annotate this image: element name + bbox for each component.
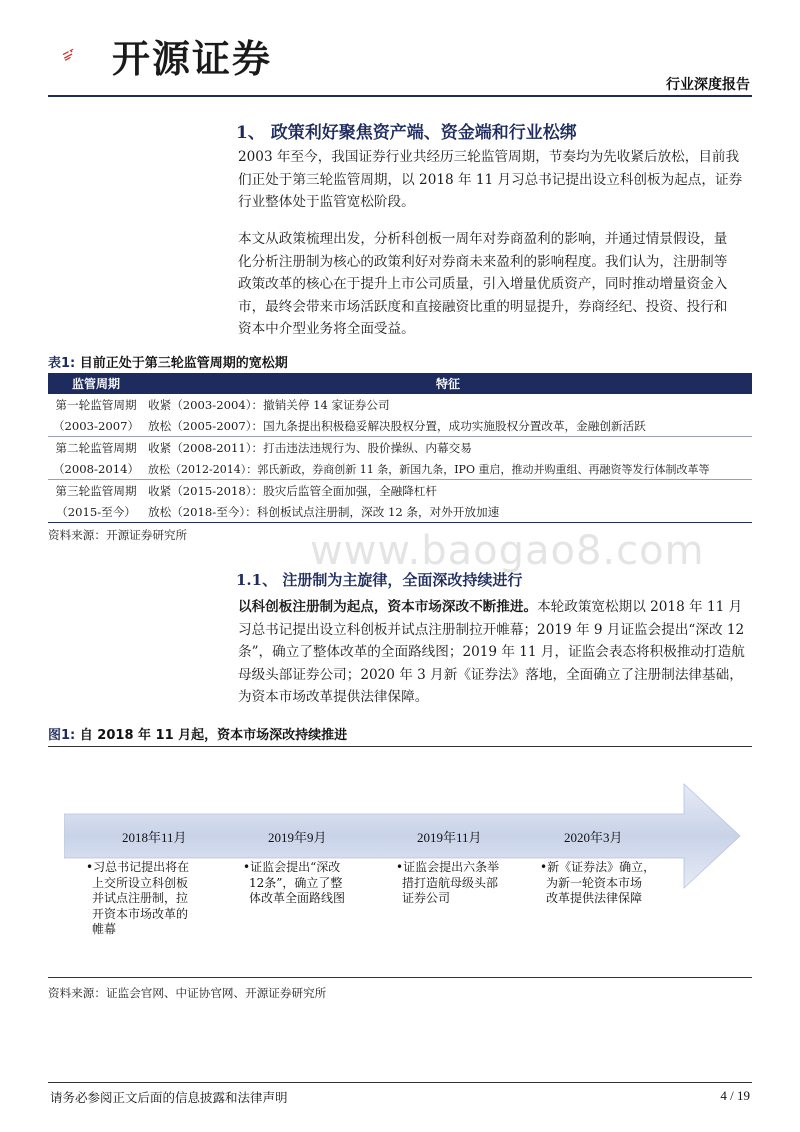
- table-caption-number: 表1:: [48, 356, 76, 371]
- section-heading: 1、 政策利好聚焦资产端、资金端和行业松绑: [236, 123, 577, 143]
- table-row: [48, 437, 752, 459]
- period-cell: 第二轮监管周期: [55, 440, 137, 455]
- paragraph-line: 政策改革的核心在于提升上市公司质量，引入增量优质资产，同时推动增量资金入: [238, 276, 728, 292]
- bullet-icon: •: [540, 860, 548, 874]
- timeline-note: [540, 860, 660, 907]
- note-line: 帷幕: [92, 922, 117, 936]
- table-row: [48, 480, 752, 502]
- note-line: 为新一轮资本市场: [546, 875, 643, 890]
- timeline-date: 2019年9月: [268, 830, 327, 845]
- watermark: www.baogao8.com: [310, 528, 705, 574]
- period-cell: （2015-至今）: [48, 501, 144, 523]
- timeline-note: [243, 860, 363, 907]
- subsection-paragraph: [238, 596, 752, 709]
- table-header-row: [48, 373, 752, 394]
- note-line: 开资本市场改革的: [92, 906, 189, 921]
- timeline-date: 2020年3月: [564, 830, 623, 845]
- feature-cell: 收紧（2008-2011）：打击违法违规行为、股价操纵、内幕交易: [148, 440, 472, 455]
- bullet-icon: •: [396, 860, 404, 874]
- feature-cell: 放松（2012-2014）：郭氏新政，券商创新 11 条，新国九条，IPO 重启，推动并购重组、再融资等发行体制改革等: [144, 458, 752, 480]
- table-caption-text: 目前正处于第三轮监管周期的宽松期: [79, 356, 288, 371]
- paragraph-line: 为资本市场改革提供法律保障。: [238, 689, 429, 705]
- subsection-heading: 1.1、 注册制为主旋律，全面深改持续进行: [236, 571, 523, 589]
- timeline-date: 2019年11月: [417, 830, 482, 845]
- header-divider: [48, 95, 752, 97]
- figure-top-divider: [48, 746, 752, 747]
- company-logo-text: 开源证券: [112, 37, 273, 81]
- note-line: •证监会提出“深改: [243, 860, 341, 874]
- figure-caption-text: 自 2018 年 11 月起，资本市场深改持续推进: [79, 728, 348, 743]
- feature-cell: 收紧（2015-2018）：股灾后监管全面加强，全融降杠杆: [148, 483, 438, 498]
- paragraph-line: 2003 年至今，我国证券行业共经历三轮监管周期，节奏均为先收紧后放松，目前我: [238, 149, 740, 165]
- note-line: •新《证券法》确立，: [540, 860, 656, 874]
- figure-caption-number: 图1:: [48, 728, 76, 743]
- period-cell: （2008-2014）: [48, 458, 144, 480]
- paragraph-line: 化分析注册制为核心的政策利好对券商未来盈利的影响程度。我们认为，注册制等: [238, 253, 728, 270]
- figure-caption: [48, 724, 347, 743]
- paragraph-line: 们正处于第三轮监管周期，以 2018 年 11 月习总书记提出设立科创板为起点，证券: [238, 171, 743, 188]
- note-line: 上交所设立科创板: [92, 875, 189, 890]
- bullet-icon: •: [86, 860, 94, 874]
- table-row: [48, 458, 752, 480]
- note-line: •证监会提出六条举: [396, 860, 500, 874]
- note-line: 证券公司: [402, 891, 451, 905]
- paragraph-line: 母级头部证券公司；2020 年 3 月新《证券法》落地，全面确立了注册制法律基础，: [238, 666, 743, 683]
- feature-cell: 收紧（2003-2004）：撤销关停 14 家证券公司: [148, 397, 390, 412]
- table-caption: [48, 352, 288, 371]
- paragraph-line: 条”，确立了整体改革的全面路线图；2019 年 11 月，证监会表态将积极推动打造航: [238, 644, 745, 660]
- period-cell: 第三轮监管周期: [55, 483, 137, 498]
- table-source: 资料来源：开源证券研究所: [48, 528, 188, 542]
- note-line: 并试点注册制，拉: [92, 891, 189, 905]
- note-line: 12条”，确立了整: [249, 875, 343, 890]
- timeline-note: [86, 860, 206, 938]
- thesis-paragraph: [238, 228, 752, 341]
- paragraph-line: 习总书记提出设立科创板并试点注册制拉开帷幕；2019 年 9 月证监会提出“深改 12: [238, 621, 745, 638]
- intro-paragraph: [238, 146, 752, 214]
- bullet-icon: •: [243, 860, 251, 874]
- table-row: [48, 394, 752, 415]
- feature-cell: 放松（2005-2007）：国九条提出积极稳妥解决股权分置，成功实施股权分置改革，金融创新活跃: [144, 415, 752, 437]
- note-line: •习总书记提出将在: [86, 860, 190, 874]
- figure-source: 资料来源：证监会官网、中证协官网、开源证券研究所: [48, 986, 327, 1000]
- footer-disclaimer: 请务必参阅正文后面的信息披露和法律声明: [50, 1090, 288, 1105]
- timeline-date: 2018年11月: [122, 830, 187, 845]
- paragraph-line: 资本中介型业务将全面受益。: [238, 321, 415, 337]
- table-row: [48, 501, 752, 523]
- report-type-label: 行业深度报告: [666, 77, 750, 93]
- paragraph-line: [238, 596, 752, 619]
- lead-continuation: 本轮政策宽松期以 2018 年 11 月: [537, 599, 743, 615]
- regulatory-cycle-table: [48, 373, 752, 523]
- page-number: 4 / 19: [720, 1088, 750, 1103]
- column-header-period: 监管周期: [48, 373, 144, 394]
- period-cell: （2003-2007）: [48, 415, 144, 437]
- figure-bottom-divider: [48, 977, 752, 978]
- period-cell: 第一轮监管周期: [55, 397, 137, 412]
- footer-divider: [48, 1082, 752, 1083]
- paragraph-line: 行业整体处于监管宽松阶段。: [238, 194, 415, 210]
- column-header-features: 特征: [144, 373, 752, 394]
- paragraph-line: 本文从政策梳理出发，分析科创板一周年对券商盈利的影响，并通过情景假设，量: [238, 231, 728, 247]
- table-row: [48, 415, 752, 437]
- note-line: 体改革全面路线图: [249, 891, 346, 905]
- paragraph-line: 市，最终会带来市场活跃度和直接融资比重的明显提升，券商经纪、投资、投行和: [238, 298, 728, 315]
- note-line: 措打造航母级头部: [402, 875, 499, 890]
- timeline-note: [396, 860, 516, 907]
- feature-cell: 放松（2018-至今）：科创板试点注册制，深改 12 条，对外开放加速: [144, 501, 752, 523]
- note-line: 改革提供法律保障: [546, 891, 643, 905]
- lead-sentence: 以科创板注册制为起点，资本市场深改不断推进。: [238, 599, 538, 615]
